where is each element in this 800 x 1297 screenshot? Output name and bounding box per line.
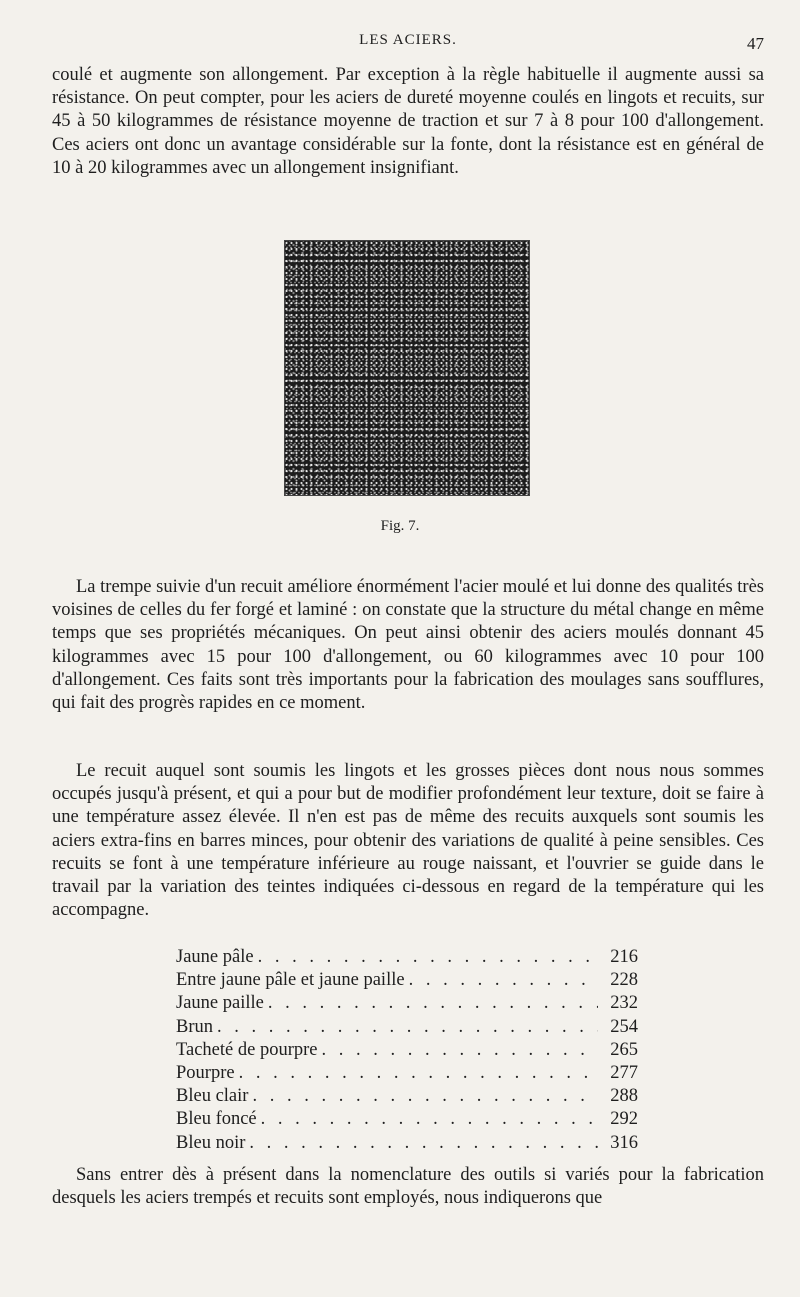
page-header xyxy=(52,32,764,54)
color-label: Jaune pâle xyxy=(176,947,254,967)
color-label: Tacheté de pourpre xyxy=(176,1039,318,1060)
table-row xyxy=(176,1132,638,1155)
temperature-value: 254 xyxy=(610,1016,638,1037)
table-row xyxy=(176,1016,638,1039)
temperature-value: 277 xyxy=(610,1062,638,1083)
leader-dots xyxy=(217,1016,598,1039)
paragraph-1: coulé et augmente son allongement. Par exception à la règle habituelle il augmente aussi sa résistance. On peut compter, pour les aciers de dureté moyenne coulés en lingots et recuits, sur 45 à 50 kilogrammes de résistance moyenne de traction et sur 7 à 8 pour 100 d'allongement. Ces aciers ont donc un avantage considérable sur la fonte, dont la résistance est en général de 10 à 20 kilogrammes avec un allongement insignifiant. xyxy=(52,65,764,178)
figure-caption: Fig. 7. xyxy=(380,518,420,534)
leader-dots xyxy=(268,992,598,1015)
paragraph-3: Le recuit auquel sont soumis les lingots et les grosses pièces dont nous nous sommes occupés jusqu'à présent, et qui a pour but de modifier profondément leur texture, doit se faire à une température assez élevée. Il n'en est pas de même des recuits auxquels sont soumis les aciers extra-fins en barres minces, pour obtenir des variations de qualité à peine sensibles. Ces recuits se font à une température inférieure au rouge naissant, et l'ouvrier se guide dans le travail par la variation des teintes indiquées ci-dessous en regard de la température qui les accompagne. xyxy=(52,761,764,921)
color-label: Bleu foncé xyxy=(176,1109,257,1130)
leader-dots xyxy=(322,1039,599,1062)
leader-dots xyxy=(258,946,598,969)
paragraph-2: La trempe suivie d'un recuit améliore énormément l'acier moulé et lui donne des qualités très voisines de celles du fer forgé et laminé : on constate que la structure du métal change en même temps que ses propriétés mécaniques. On peut ainsi obtenir des aciers moulés donnant 45 kilogrammes avec 15 pour 100 d'allongement, ou 60 kilogrammes avec 10 pour 100 d'allongement. Ces faits sont très importants pour la fabrication des moulages sans soufflures, qui fait des progrès rapides en ce moment. xyxy=(52,577,764,714)
temperature-value: 292 xyxy=(610,1109,638,1130)
table-row xyxy=(176,969,638,992)
table-row xyxy=(176,992,638,1015)
color-label: Jaune paille xyxy=(176,993,264,1014)
table-row xyxy=(176,946,638,969)
micrograph-figure xyxy=(284,240,530,496)
color-label: Bleu noir xyxy=(176,1132,246,1153)
leader-dots xyxy=(261,1108,598,1131)
leader-dots xyxy=(239,1062,598,1085)
temperature-value: 265 xyxy=(610,1039,638,1060)
table-row xyxy=(176,1108,638,1131)
color-label: Entre jaune pâle et jaune paille xyxy=(176,970,405,991)
leader-dots xyxy=(252,1085,598,1108)
running-title: LES ACIERS. xyxy=(359,32,457,48)
table-row xyxy=(176,1039,638,1062)
page-number: 47 xyxy=(747,34,764,53)
temperature-value: 216 xyxy=(610,947,638,967)
color-label: Pourpre xyxy=(176,1062,235,1083)
table-row xyxy=(176,1062,638,1085)
paragraph-4: Sans entrer dès à présent dans la nomenclature des outils si variés pour la fabrication desquels les aciers trempés et recuits sont employés, nous indiquerons que xyxy=(52,1165,764,1209)
color-label: Bleu clair xyxy=(176,1086,249,1107)
leader-dots xyxy=(409,969,598,992)
table-row xyxy=(176,1085,638,1108)
temperature-value: 316 xyxy=(610,1132,638,1153)
color-label: Brun xyxy=(176,1016,213,1037)
temper-color-table xyxy=(176,946,638,1155)
temperature-value: 288 xyxy=(610,1086,638,1107)
leader-dots xyxy=(249,1132,598,1155)
temperature-value: 232 xyxy=(610,993,638,1014)
temperature-value: 228 xyxy=(610,970,638,991)
